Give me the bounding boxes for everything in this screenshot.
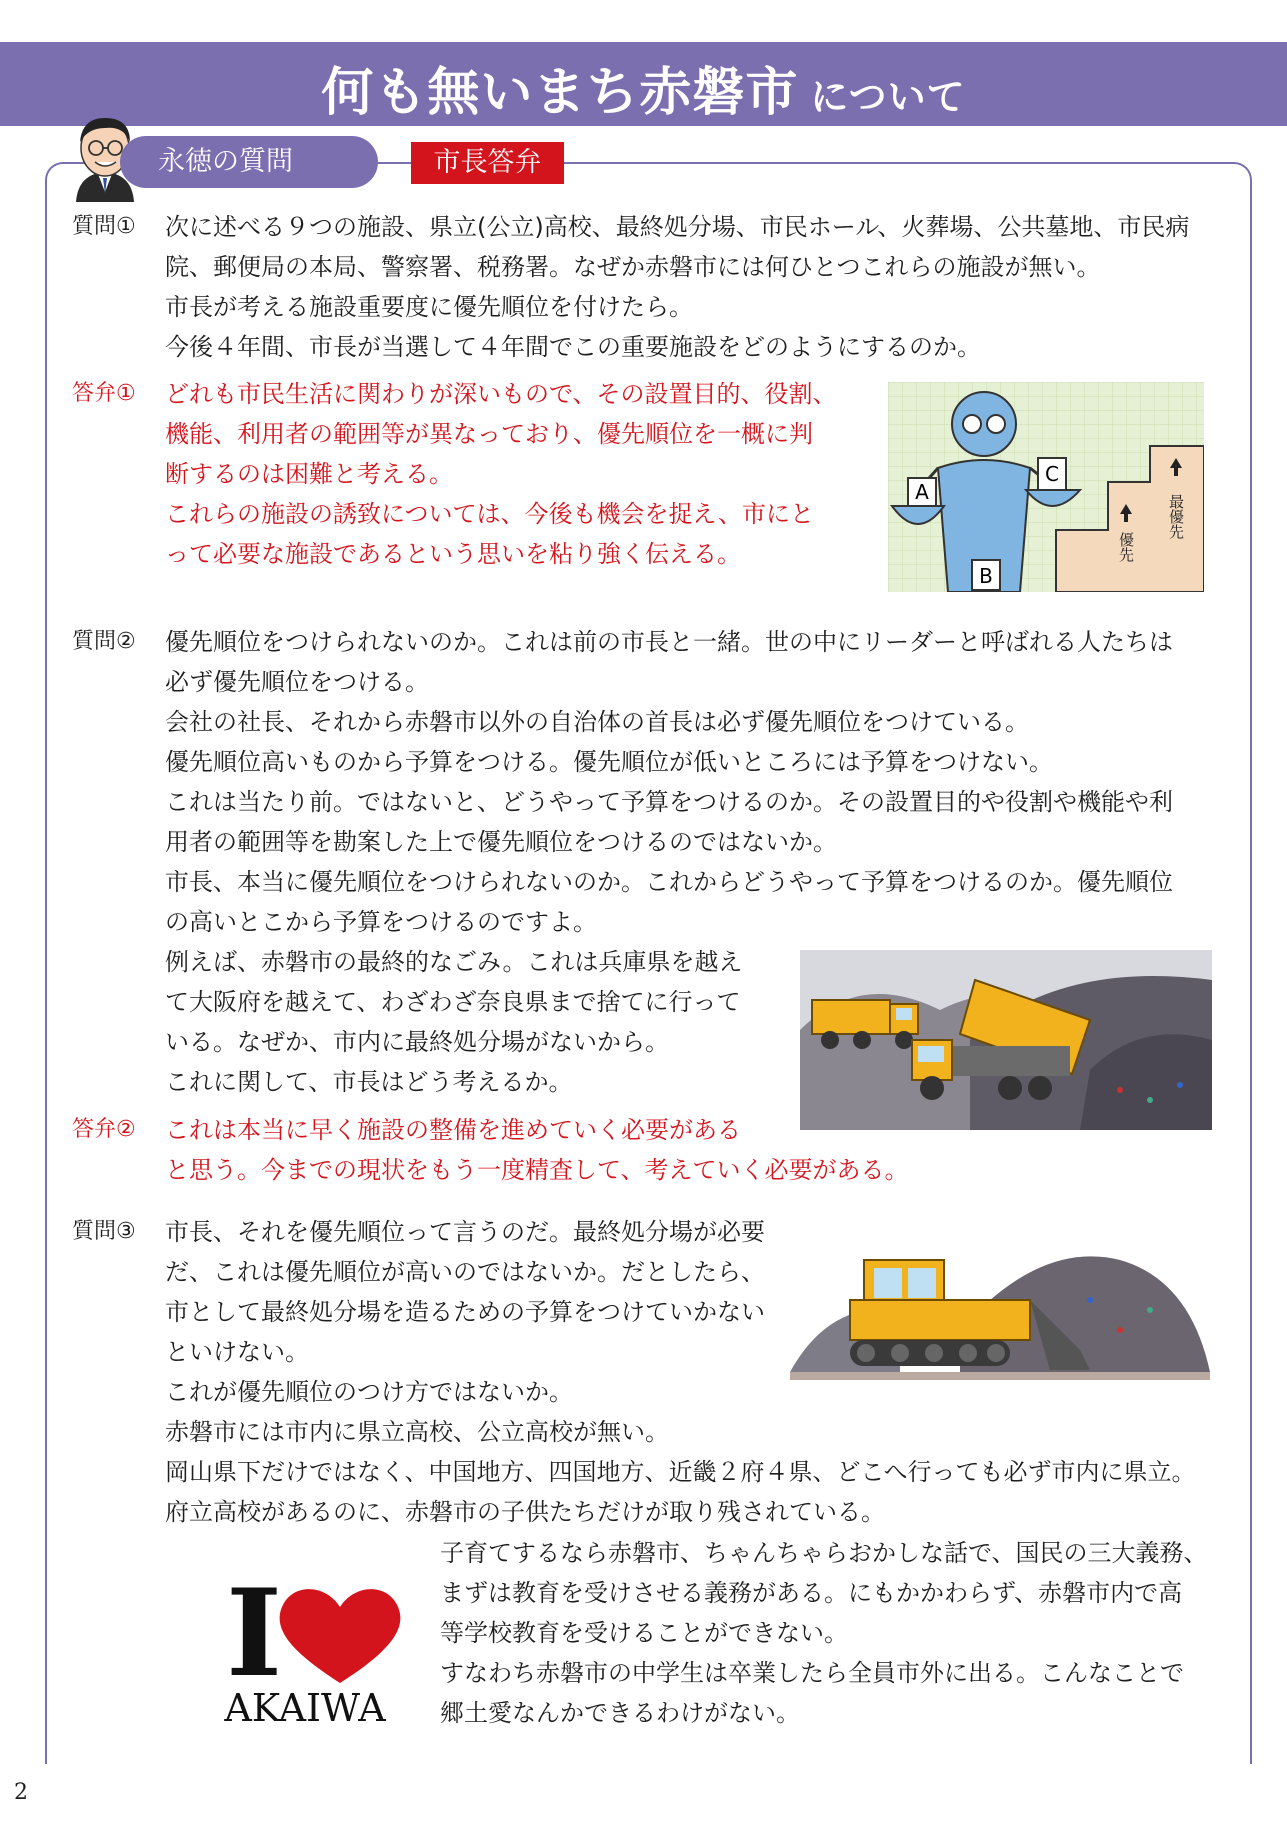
dump-truck-illustration: [800, 950, 1212, 1130]
page-title: [0, 50, 1287, 125]
text-line: と思う。今までの現状をもう一度精査して、考えていく必要がある。: [165, 1156, 909, 1184]
text-line: だ、これは優先順位が高いのではないか。だとしたら、: [165, 1258, 765, 1286]
a2-label: 答弁②: [72, 1117, 136, 1142]
heart-icon: [280, 1589, 401, 1683]
a1-text: [165, 374, 837, 574]
text-line: 赤磐市には市内に県立高校、公立高校が無い。: [165, 1418, 669, 1446]
text-line: 機能、利用者の範囲等が異なっており、優先順位を一概に判: [165, 420, 813, 448]
text-line: どれも市民生活に関わりが深いもので、その設置目的、役割、: [165, 380, 837, 408]
step-low-label: 優先: [1117, 532, 1135, 562]
q1-label: 質問①: [72, 214, 136, 239]
q2-label: 質問②: [72, 629, 136, 654]
text-line: 郷土愛なんかできるわけがない。: [440, 1699, 800, 1727]
text-line: すなわち赤磐市の中学生は卒業したら全員市外に出る。こんなことで: [440, 1659, 1184, 1687]
q1-text: [165, 207, 1189, 367]
text-line: 院、郵便局の本局、警察署、税務署。なぜか赤磐市には何ひとつこれらの施設が無い。: [165, 253, 1101, 281]
title-banner: [0, 42, 1287, 126]
title-main: 何も無いまち赤磐市: [321, 63, 799, 123]
text-line: これらの施設の誘致については、今後も機会を捉え、市にと: [165, 500, 814, 528]
text-line: といけない。: [165, 1338, 309, 1366]
q3-tail-text: [440, 1533, 1208, 1733]
text-line: 優先順位高いものから予算をつける。優先順位が低いところには予算をつけない。: [165, 748, 1053, 776]
text-line: 用者の範囲等を勘案した上で優先順位をつけるのではないか。: [165, 828, 837, 856]
text-line: 例えば、赤磐市の最終的なごみ。これは兵庫県を越え: [165, 948, 743, 976]
text-line: これは本当に早く施設の整備を進めていく必要がある: [165, 1116, 741, 1144]
question-tag: 永徳の質問: [120, 136, 378, 188]
text-line: これが優先順位のつけ方ではないか。: [165, 1378, 573, 1406]
i-love-akaiwa-logo: [200, 1555, 410, 1725]
text-line: の高いとこから予算をつけるのですよ。: [165, 908, 597, 936]
text-line: 市長、それを優先順位って言うのだ。最終処分場が必要: [165, 1218, 765, 1246]
text-line: 等学校教育を受けることができない。: [440, 1619, 848, 1647]
title-sub: について: [810, 75, 966, 119]
bulldozer-illustration: [790, 1240, 1210, 1380]
text-line: 次に述べる９つの施設、県立(公立)高校、最終処分場、市民ホール、火葬場、公共墓地、市民病: [165, 213, 1190, 241]
priority-scale-illustration: [888, 382, 1204, 592]
page-number: 2: [14, 1780, 28, 1805]
box-b-label: B: [979, 564, 993, 588]
text-line: 市長、本当に優先順位をつけられないのか。これからどうやって予算をつけるのか。優先順位: [165, 868, 1173, 896]
a2-text: [165, 1110, 909, 1190]
text-line: 断するのは困難と考える。: [165, 460, 453, 488]
text-line: て大阪府を越えて、わざわざ奈良県まで捨てに行って: [165, 988, 741, 1016]
text-line: まずは教育を受けさせる義務がある。にもかかわらず、赤磐市内で高: [440, 1579, 1183, 1607]
box-c-label: C: [1045, 462, 1059, 486]
text-line: 府立高校があるのに、赤磐市の子供たちだけが取り残されている。: [165, 1498, 885, 1526]
text-line: 会社の社長、それから赤磐市以外の自治体の首長は必ず優先順位をつけている。: [165, 708, 1029, 736]
text-line: 今後４年間、市長が当選して４年間でこの重要施設をどのようにするのか。: [165, 333, 981, 361]
a1-label: 答弁①: [72, 381, 136, 406]
text-line: 優先順位をつけられないのか。これは前の市長と一緒。世の中にリーダーと呼ばれる人たちは: [165, 628, 1173, 656]
logo-city: AKAIWA: [224, 1686, 386, 1725]
q3-label: 質問③: [72, 1219, 136, 1244]
text-line: 必ず優先順位をつける。: [165, 668, 429, 696]
text-line: これに関して、市長はどう考えるか。: [165, 1068, 573, 1096]
text-line: 岡山県下だけではなく、中国地方、四国地方、近畿２府４県、どこへ行っても必ず市内に県立。: [165, 1458, 1196, 1486]
text-line: 市長が考える施設重要度に優先順位を付けたら。: [165, 293, 693, 321]
text-line: いる。なぜか、市内に最終処分場がないから。: [165, 1028, 669, 1056]
text-line: って必要な施設であるという思いを粘り強く伝える。: [165, 540, 741, 568]
text-line: 子育てするなら赤磐市、ちゃんちゃらおかしな話で、国民の三大義務、: [440, 1539, 1208, 1567]
text-line: これは当たり前。ではないと、どうやって予算をつけるのか。その設置目的や役割や機能や利: [165, 788, 1173, 816]
text-line: 市として最終処分場を造るための予算をつけていかない: [165, 1298, 765, 1326]
box-a-label: A: [915, 480, 929, 504]
dump-truck-back: [812, 1000, 918, 1049]
answer-tag: 市長答弁: [411, 142, 564, 184]
step-high-label: 最優先: [1167, 494, 1185, 539]
logo-letter: I: [226, 1563, 283, 1704]
